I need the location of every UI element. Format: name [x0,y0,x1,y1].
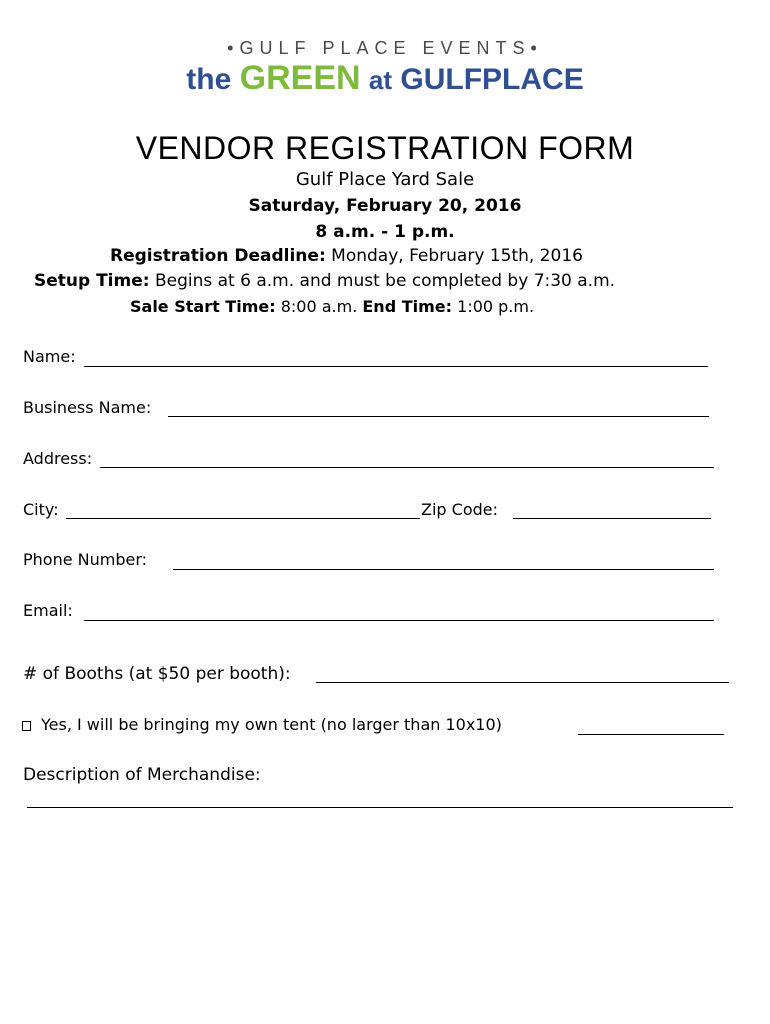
description-field[interactable] [27,807,733,808]
setup-time [34,269,615,293]
deadline-value: Monday, February 15th, 2016 [325,246,583,266]
sale-start-value: 8:00 a.m. [275,297,363,316]
tent-field[interactable] [578,734,724,735]
business-name-label: Business Name: [23,398,152,417]
logo-at: at [368,65,393,95]
address-label: Address: [23,449,93,468]
form-title: VENDOR REGISTRATION FORM [135,130,635,166]
gulf-place-events-logo [0,38,770,102]
logo-top-text: •GULF PLACE EVENTS• [227,38,543,58]
phone-number-label: Phone Number: [23,550,148,569]
address-field[interactable] [100,467,714,468]
city-field[interactable] [66,518,420,519]
logo-green: GREEN [239,59,361,97]
setup-label: Setup Time: [34,271,150,291]
end-time-label: End Time: [362,297,453,316]
logo-wordmark [0,60,770,98]
booths-label: # of Booths (at $50 per booth): [23,664,291,684]
event-subtitle: Gulf Place Yard Sale [295,169,475,190]
city-label: City: [23,500,59,519]
sale-start-label: Sale Start Time: [130,297,276,316]
event-hours: 8 a.m. - 1 p.m. [315,222,455,242]
tent-option [20,714,502,736]
tent-label: Yes, I will be bringing my own tent (no larger than 10x10) [41,715,502,734]
booths-field[interactable] [316,682,729,683]
name-label: Name: [23,347,76,366]
setup-value: Begins at 6 a.m. and must be completed by 7:30 a.m. [149,271,616,291]
logo-the: the [186,63,232,96]
deadline-label: Registration Deadline: [110,246,326,266]
email-label: Email: [23,601,73,620]
name-field[interactable] [84,366,708,367]
phone-number-field[interactable] [173,569,714,570]
sale-times [130,295,534,319]
event-date: Saturday, February 20, 2016 [248,196,522,216]
business-name-field[interactable] [168,416,709,417]
zip-code-field[interactable] [513,518,711,519]
registration-deadline [110,244,583,268]
logo-gulfplace: GULFPLACE [400,63,584,96]
checkbox-icon[interactable] [22,721,31,731]
description-label: Description of Merchandise: [23,765,261,785]
end-time-value: 1:00 p.m. [452,297,535,316]
email-field[interactable] [84,620,714,621]
zip-code-label: Zip Code: [421,500,498,519]
